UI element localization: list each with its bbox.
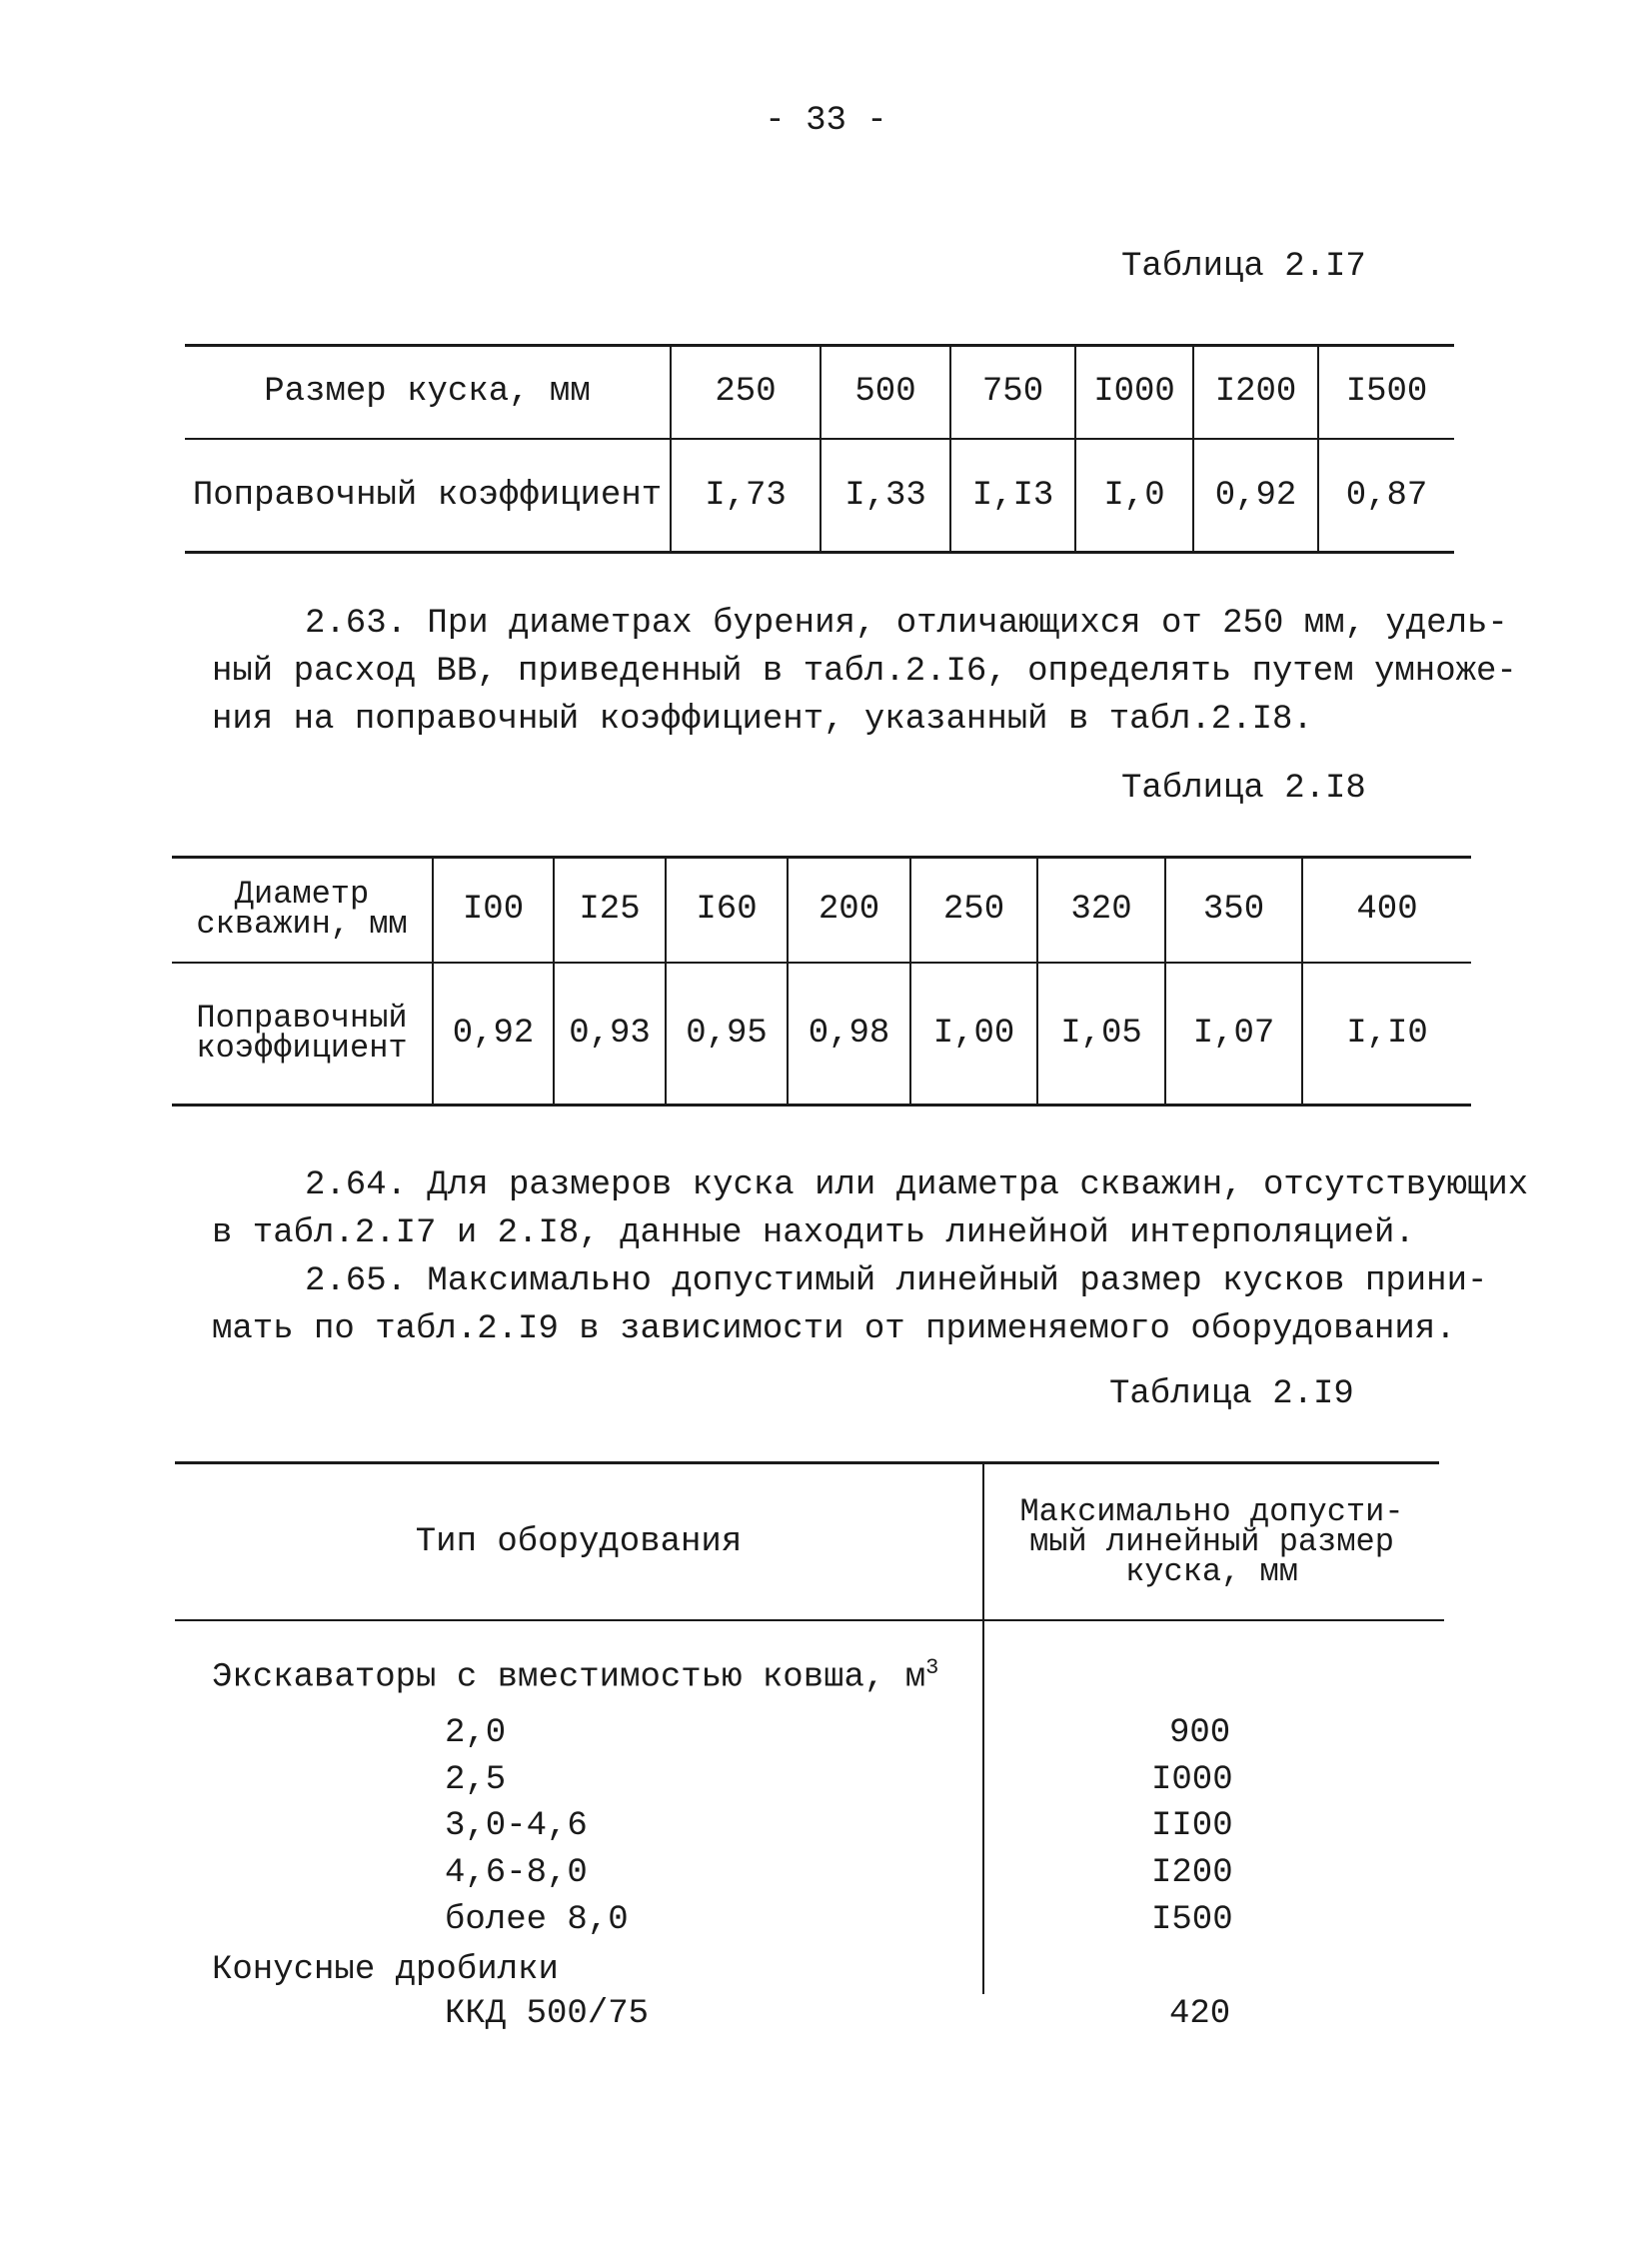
diameter-cell: I00 <box>462 891 525 929</box>
paragraph-2-63-line-3: ния на поправочный коэффициент, указанный в табл.2.I8. <box>212 701 1313 739</box>
header-line: куска, мм <box>1125 1552 1298 1590</box>
piece-size-cell: 500 <box>854 373 916 411</box>
row-label-line: Поправочный <box>196 1000 408 1037</box>
row-label-correction-coef <box>172 964 432 1104</box>
header-max-piece-size <box>984 1464 1439 1619</box>
diameter-cell: I60 <box>696 891 758 929</box>
coef-cell: 0,95 <box>686 1015 768 1053</box>
group-label-cone-crushers: Конусные дробилки <box>212 1951 559 1989</box>
group-label-text: Экскаваторы с вместимостью ковша, м <box>212 1658 926 1697</box>
max-size-cell: I500 <box>1151 1901 1233 1939</box>
paragraph-2-64-line-2: в табл.2.I7 и 2.I8, данные находить линейной интерполяцией. <box>212 1214 1415 1252</box>
coef-cell: 0,92 <box>1214 476 1297 515</box>
max-size-cell: I000 <box>1151 1761 1233 1799</box>
piece-size-cell: I000 <box>1093 373 1175 411</box>
paragraph-2-65-line-2: мать по табл.2.I9 в зависимости от применяемого оборудования. <box>212 1310 1456 1348</box>
max-size-cell: I200 <box>1151 1854 1233 1892</box>
row-label-borehole-diameter <box>172 858 432 962</box>
coef-cell: 0,93 <box>569 1015 651 1053</box>
equipment-type-cell: ККД 500/75 <box>445 1995 650 2033</box>
coef-cell: 0,98 <box>808 1015 890 1053</box>
header-line: Максимально допусти- <box>1019 1492 1404 1530</box>
paragraph-2-65-line-1: 2.65. Максимально допустимый линейный размер кусков прини- <box>305 1262 1488 1300</box>
table-2-19-caption: Таблица 2.I9 <box>1109 1375 1354 1413</box>
table-2-18-caption: Таблица 2.I8 <box>1121 770 1366 808</box>
max-size-cell: 420 <box>1169 1995 1231 2033</box>
max-size-cell: 900 <box>1169 1714 1231 1752</box>
group-label-excavators <box>212 1655 938 1696</box>
row-label-line: скважин, мм <box>196 906 408 943</box>
paragraph-2-63-line-2: ный расход ВВ, приведенный в табл.2.I6, определять путем умноже- <box>212 653 1517 691</box>
row-label-line: коэффициент <box>196 1030 408 1067</box>
equipment-type-cell: 2,5 <box>445 1761 507 1799</box>
header-line: мый линейный размер <box>1029 1522 1394 1560</box>
diameter-cell: 320 <box>1070 891 1132 929</box>
diameter-cell: 350 <box>1202 891 1265 929</box>
diameter-cell: 400 <box>1356 891 1418 929</box>
row-label-piece-size: Размер куска, мм <box>264 373 591 411</box>
coef-cell: I,33 <box>844 476 926 515</box>
diameter-cell: I25 <box>579 891 641 929</box>
coef-cell: I,07 <box>1192 1015 1275 1053</box>
equipment-type-cell: более 8,0 <box>445 1901 629 1939</box>
table-rule-bottom <box>172 1104 1471 1107</box>
row-label-correction-coef: Поправочный коэффициент <box>192 476 663 515</box>
coef-cell: I,0 <box>1103 476 1165 515</box>
equipment-type-cell: 2,0 <box>445 1714 507 1752</box>
paragraph-2-63-line-1: 2.63. При диаметрах бурения, отличающихся от 250 мм, удель- <box>305 605 1508 643</box>
piece-size-cell: 250 <box>715 373 777 411</box>
group-label-superscript: 3 <box>925 1655 939 1680</box>
diameter-cell: 200 <box>818 891 880 929</box>
table-rule-header <box>175 1619 1444 1621</box>
coef-cell: I,73 <box>705 476 787 515</box>
header-equipment-type: Тип оборудования <box>415 1522 743 1561</box>
coef-cell: I,I3 <box>971 476 1054 515</box>
coef-cell: I,I0 <box>1346 1015 1428 1053</box>
equipment-type-cell: 4,6-8,0 <box>445 1854 588 1892</box>
piece-size-cell: 750 <box>981 373 1044 411</box>
piece-size-cell: I500 <box>1345 373 1428 411</box>
diameter-cell: 250 <box>942 891 1005 929</box>
page-number: - 33 - <box>765 102 887 140</box>
row-label-line: Диаметр <box>234 876 370 913</box>
coef-cell: I,05 <box>1060 1015 1142 1053</box>
table-2-17-caption: Таблица 2.I7 <box>1121 248 1366 286</box>
paragraph-2-64-line-1: 2.64. Для размеров куска или диаметра скважин, отсутствующих <box>305 1166 1529 1204</box>
coef-cell: I,00 <box>932 1015 1015 1053</box>
max-size-cell: II00 <box>1151 1807 1233 1845</box>
equipment-type-cell: 3,0-4,6 <box>445 1807 588 1845</box>
piece-size-cell: I200 <box>1214 373 1297 411</box>
coef-cell: 0,87 <box>1345 476 1428 515</box>
coef-cell: 0,92 <box>452 1015 535 1053</box>
